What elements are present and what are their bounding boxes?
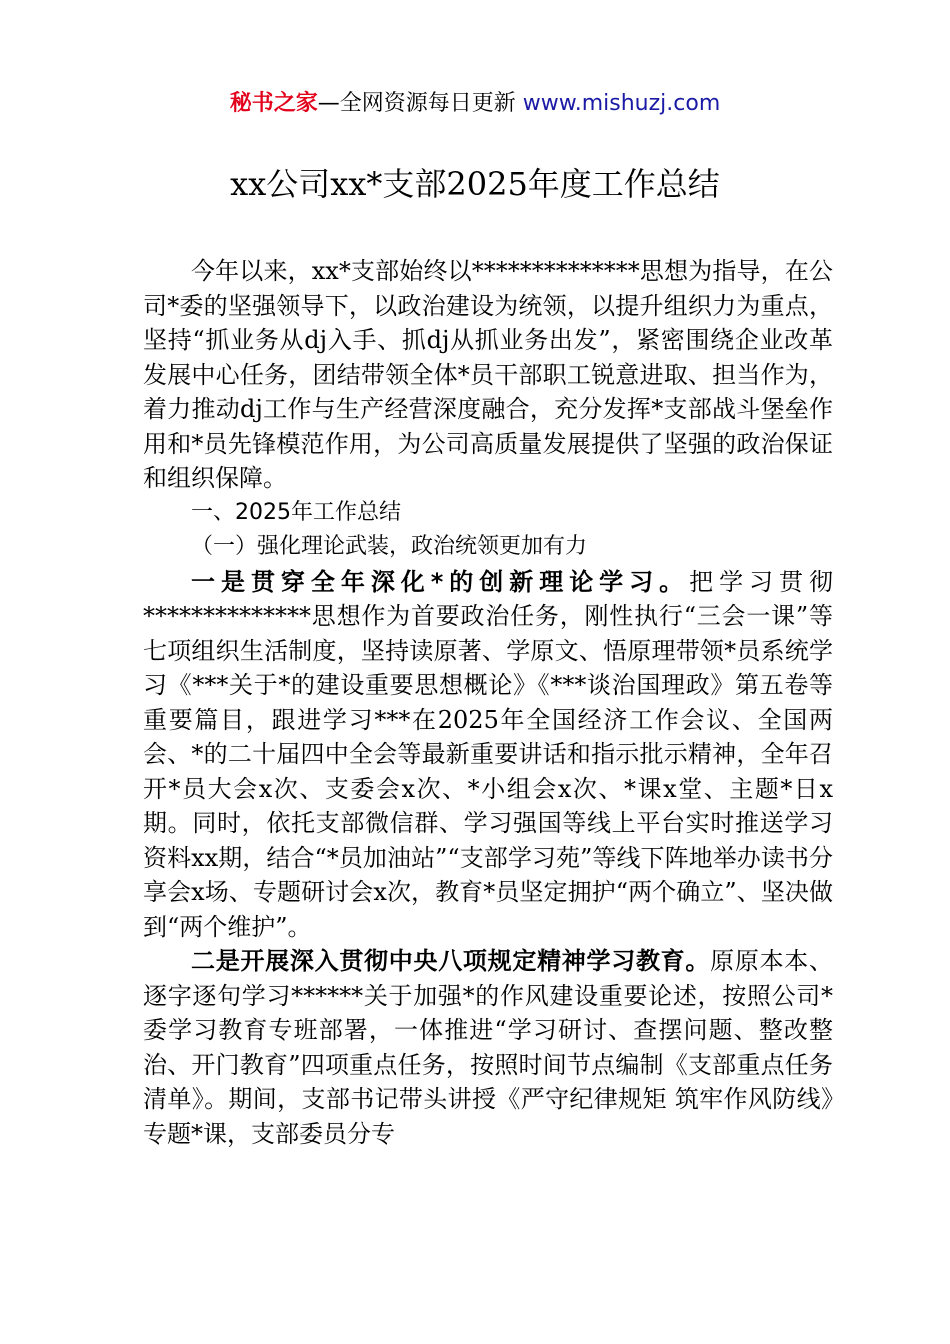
point-2-paragraph (143, 944, 833, 1151)
point-1-paragraph (143, 565, 833, 945)
site-tagline: —全网资源每日更新 (317, 91, 516, 116)
section-heading: 一、2025年工作总结 (191, 499, 401, 525)
document-body (143, 254, 833, 1151)
site-header (0, 88, 950, 120)
point-2-text: 原原本本、逐字逐句学习******关于加强*的作风建设重要论述，按照公司*委学习教育专班部署，一体推进“学习研讨、查摆问题、整改整治、开门教育”四项重点任务，按照时间节点编制《支部重点任务清单》。期间，支部书记带头讲授《严守纪律规矩 筑牢作风防线》专题*课，支部委员分专 (143, 947, 834, 1148)
point-1-text: 把学习贯彻**************思想作为首要政治任务，刚性执行“三会一课”等七项组织生活制度，坚持读原著、学原文、悟原理带领*员系统学习《***关于*的建设重要思想概论》《***谈治国理政》第五卷等重要篇目，跟进学习***在2025年全国经济工作会议、全国两会、*的二十届四中全会等最新重要讲话和指示批示精神，全年召开*员大会x次、支委会x次、*小组会x次、*课x堂、主题*日x期。同时，依托支部微信群、学习强国等线上平台实时推送学习资料xx期，结合“*员加油站”“支部学习苑”等线下阵地举办读书分享会x场、专题研讨会x次，教育*员坚定拥护“两个确立”、坚决做到“两个维护”。 (143, 567, 834, 941)
point-1-lead: 一是贯穿全年深化*的创新理论学习。 (191, 567, 690, 596)
point-2-lead: 二是开展深入贯彻中央八项规定精神学习教育。 (191, 947, 711, 975)
site-name: 秘书之家 (229, 91, 318, 116)
subsection-heading: （一）强化理论武装，政治统领更加有力 (191, 534, 588, 559)
document-title: xx公司xx*支部2025年度工作总结 (230, 165, 720, 203)
site-url-link[interactable]: www.mishuzj.com (522, 91, 721, 116)
intro-paragraph: 今年以来，xx*支部始终以**************思想为指导，在公司*委的坚强领导下，以政治建设为统领，以提升组织力为重点，坚持“抓业务从dj入手、抓dj从抓业务出发”，紧密围绕企业改革发展中心任务，团结带领全体*员干部职工锐意进取、担当作为，着力推动dj工作与生产经营深度融合，充分发挥*支部战斗堡垒作用和*员先锋模范作用，为公司高质量发展提供了坚强的政治保证和组织保障。 (143, 257, 833, 492)
